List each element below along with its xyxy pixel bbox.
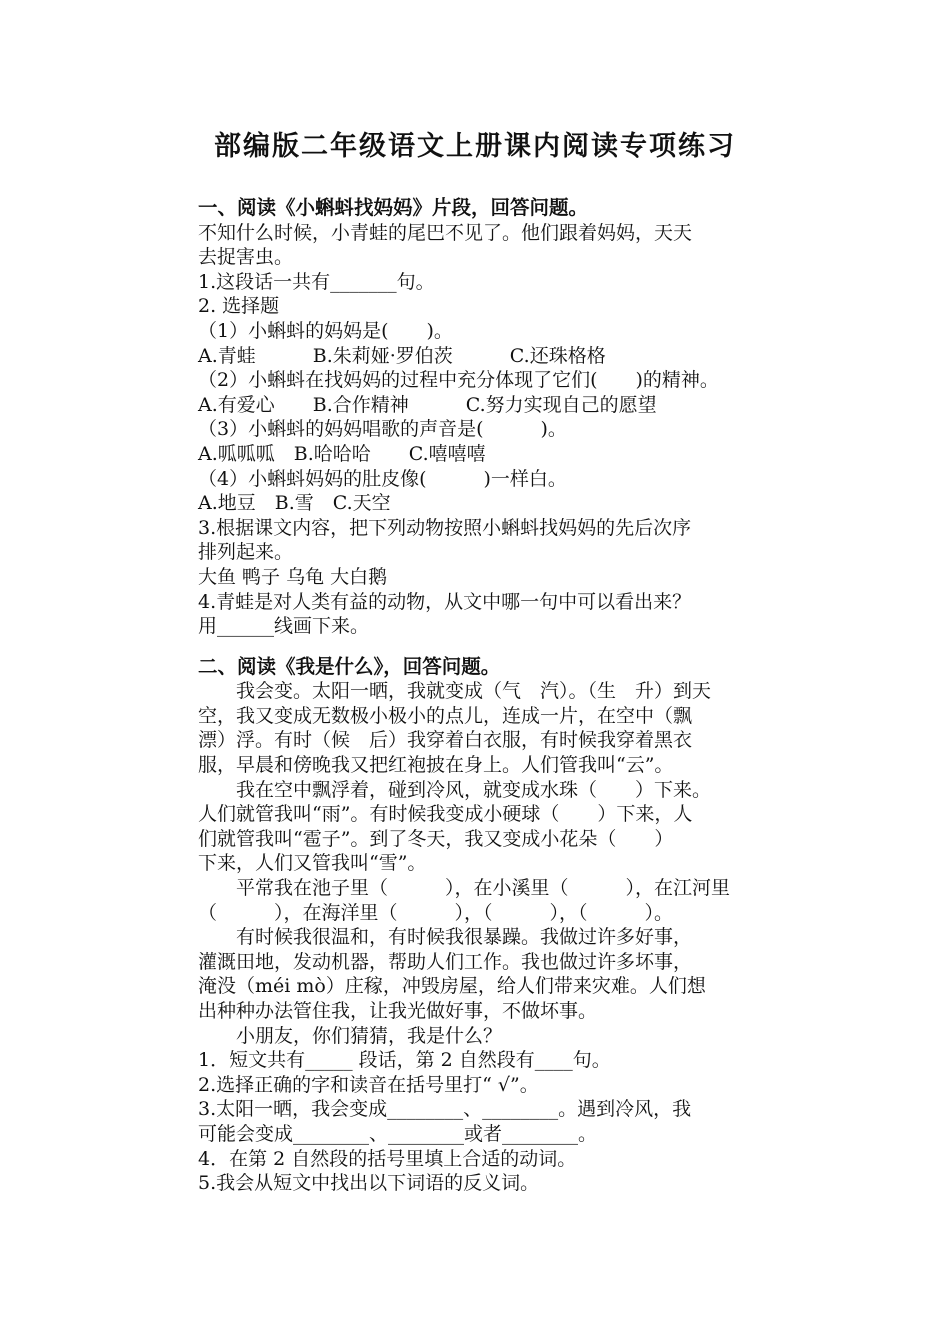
section-1-subquestion: （2）小蝌蚪在找妈妈的过程中充分体现了它们( )的精神。 <box>198 369 719 392</box>
passage-line: 出种种办法管住我，让我光做好事，不做坏事。 <box>198 1000 598 1022</box>
passage-line: 我在空中飘浮着，碰到冷风，就变成水珠（ ）下来。 <box>198 778 712 801</box>
passage-line: 灌溉田地，发动机器，帮助人们工作。我也做过许多坏事， <box>198 950 693 973</box>
passage-line: （ ），在海洋里（ ），（ ），（ ）。 <box>198 901 674 924</box>
section-1-heading: 一、阅读《小蝌蚪找妈妈》片段，回答问题。 <box>198 196 589 219</box>
section-1-line: 用______线画下来。 <box>198 615 370 638</box>
section-2-question-3-cont: 可能会变成________、________或者________。 <box>198 1122 598 1145</box>
section-1-line: 排列起来。 <box>198 541 294 564</box>
section-1-line: 去捉害虫。 <box>198 246 294 269</box>
passage-line: 们就管我叫“雹子”。到了冬天，我又变成小花朵（ ） <box>198 827 674 850</box>
page-title: 部编版二年级语文上册课内阅读专项练习 <box>214 131 736 162</box>
section-1-subquestion: （3）小蝌蚪的妈妈唱歌的声音是( )。 <box>198 418 567 441</box>
passage-line: 下来，人们又管我叫“雪”。 <box>198 852 427 875</box>
section-1-line: 不知什么时候，小青蛙的尾巴不见了。他们跟着妈妈，天天 <box>198 221 693 244</box>
section-2-question-4: 4．在第 2 自然段的括号里填上合适的动词。 <box>198 1147 577 1170</box>
passage-line: 淹没（méi mò）庄稼，冲毁房屋，给人们带来灾难。人们想 <box>198 975 706 998</box>
document-body <box>198 196 798 1196</box>
section-1-options: A.地豆 B.雪 C.天空 <box>198 492 391 515</box>
section-2-heading: 二、阅读《我是什么》，回答问题。 <box>198 654 501 678</box>
section-2-question-3: 3.太阳一晒，我会变成________、________。遇到冷风，我 <box>198 1098 692 1121</box>
section-2-question-5: 5.我会从短文中找出以下词语的反义词。 <box>198 1172 540 1195</box>
section-1-question-1: 1.这段话一共有_______句。 <box>198 270 435 293</box>
passage-line: 小朋友，你们猜猜，我是什么？ <box>198 1024 503 1047</box>
passage-line: 人们就管我叫“雨”。有时候我变成小硬球（ ）下来，人 <box>198 803 693 826</box>
section-1-question-4: 4.青蛙是对人类有益的动物，从文中哪一句中可以看出来？ <box>198 590 692 613</box>
passage-line: 有时候我很温和，有时候我很暴躁。我做过许多好事， <box>198 926 693 949</box>
section-1-options: A.呱呱呱 B.哈哈哈 C.嘻嘻嘻 <box>198 442 486 465</box>
section-2-question-1: 1．短文共有_____ 段话，第 2 自然段有____句。 <box>198 1049 611 1072</box>
section-divider <box>198 639 798 655</box>
section-1-options: A.青蛙 B.朱莉娅·罗伯茨 C.还珠格格 <box>198 344 606 367</box>
passage-line: 空，我又变成无数极小极小的点儿，连成一片，在空中（飘 <box>198 704 693 727</box>
section-2-question-2: 2.选择正确的字和读音在括号里打“ √”。 <box>198 1073 539 1096</box>
section-1-subquestion: （4）小蝌蚪妈妈的肚皮像( )一样白。 <box>198 467 567 490</box>
passage-line: 平常我在池子里（ ），在小溪里（ ），在江河里 <box>198 877 731 900</box>
passage-line: 我会变。太阳一晒，我就变成（气 汽）。（生 升）到天 <box>198 680 712 703</box>
section-1-options: A.有爱心 B.合作精神 C.努力实现自己的愿望 <box>198 393 657 416</box>
passage-line: 服，早晨和傍晚我又把红袍披在身上。人们管我叫“云”。 <box>198 754 674 777</box>
section-1-question-3: 3.根据课文内容，把下列动物按照小蝌蚪找妈妈的先后次序 <box>198 516 692 539</box>
section-1-subquestion: （1）小蝌蚪的妈妈是( )。 <box>198 319 453 342</box>
section-1-animals: 大鱼 鸭子 乌龟 大白鹅 <box>198 565 388 588</box>
section-1-question-2: 2. 选择题 <box>198 295 280 318</box>
passage-line: 漂）浮。有时（候 后）我穿着白衣服，有时候我穿着黑衣 <box>198 729 693 752</box>
